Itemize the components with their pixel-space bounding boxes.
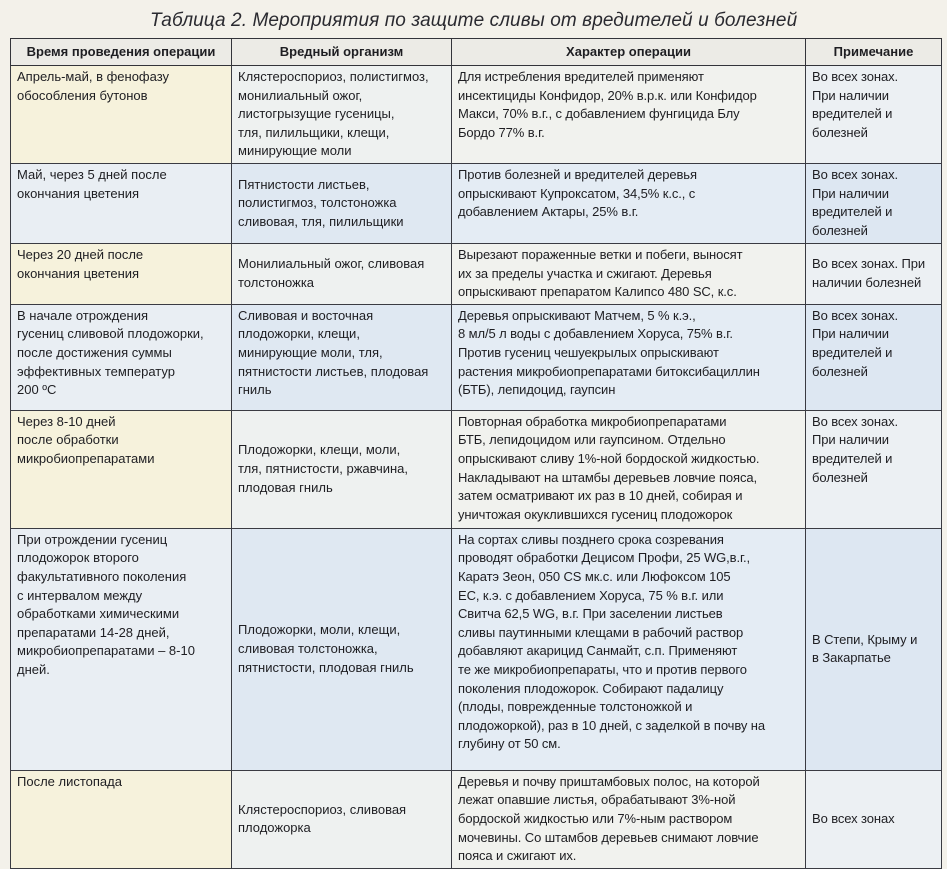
operation-cell xyxy=(452,243,806,304)
time-text-line: плодожорок второго xyxy=(17,550,139,566)
pest-text-line: Пятнистости листьев, xyxy=(238,176,370,192)
operation-text-line: ЕС, к.э. с добавлением Хоруса, 75 % в.г. или xyxy=(458,587,724,603)
protection-table xyxy=(10,38,942,869)
operation-text-line: Каратэ Зеон, 050 CS мк.с. или Люфоксом 105 xyxy=(458,568,731,584)
note-text-line: При наличии xyxy=(812,185,889,201)
time-text-line: с интервалом между xyxy=(17,587,143,603)
operation-text-line: Вырезают пораженные ветки и побеги, выносят xyxy=(458,246,743,262)
operation-text-line: Накладывают на штамбы деревьев ловчие пояса, xyxy=(458,469,758,485)
note-cell xyxy=(806,243,942,304)
operation-text-line: опрыскивают Купроксатом, 34,5% к.с., с xyxy=(458,185,696,201)
note-cell xyxy=(806,66,942,164)
note-text-line: вредителей и xyxy=(812,344,893,360)
note-text-line: болезней xyxy=(812,124,868,140)
time-cell xyxy=(11,410,232,528)
operation-cell xyxy=(452,163,806,243)
operation-text-line: Свитча 62,5 WG, в.г. При заселении листьев xyxy=(458,606,723,622)
time-text-line: обособления бутонов xyxy=(17,87,148,103)
pest-text-line: пятнистости листьев, плодовая xyxy=(238,363,429,379)
header-time: Время проведения операции xyxy=(11,39,232,66)
time-cell xyxy=(11,770,232,868)
pest-text-line: пятнистости, плодовая гниль xyxy=(238,659,414,675)
operation-text-line: лежат опавшие листья, обрабатывают 3%-ной xyxy=(458,792,736,808)
pest-cell xyxy=(232,528,452,770)
pest-text-line: тля, пилильщики, клещи, xyxy=(238,124,390,140)
header-operation: Характер операции xyxy=(452,39,806,66)
time-text-line: При отрождении гусениц xyxy=(17,531,168,547)
time-text-line: после обработки xyxy=(17,432,119,448)
time-cell xyxy=(11,528,232,770)
time-text-line: микробиопрепаратами – 8-10 xyxy=(17,643,195,659)
note-text-line: Во всех зонах. При xyxy=(812,256,926,272)
note-text-line: При наличии xyxy=(812,432,889,448)
operation-text-line: добавлением Актары, 25% в.г. xyxy=(458,204,639,220)
pest-text-line: сливовая толстоножка, xyxy=(238,640,378,656)
operation-text-line: затем осматривают их раз в 10 дней, собирая и xyxy=(458,488,743,504)
operation-text-line: их за пределы участка и сжигают. Деревья xyxy=(458,265,712,281)
pest-cell xyxy=(232,243,452,304)
note-text-line: вредителей и xyxy=(812,106,893,122)
pest-text-line: тля, пятнистости, ржавчина, xyxy=(238,460,409,476)
time-text-line: гусениц сливовой плодожорки, xyxy=(17,326,204,342)
pest-cell xyxy=(232,66,452,164)
header-note: Примечание xyxy=(806,39,942,66)
note-text-line: Во всех зонах. xyxy=(812,413,898,429)
pest-cell xyxy=(232,410,452,528)
time-text-line: В начале отрождения xyxy=(17,307,149,323)
time-text-line: обработками химическими xyxy=(17,606,180,622)
pest-text-line: минирующие моли xyxy=(238,143,352,159)
note-text-line: В Степи, Крыму и xyxy=(812,631,918,647)
pest-cell xyxy=(232,163,452,243)
operation-cell xyxy=(452,66,806,164)
pest-text-line: гниль xyxy=(238,382,272,398)
operation-text-line: Против гусениц чешуекрылых опрыскивают xyxy=(458,344,719,360)
note-text-line: Во всех зонах xyxy=(812,810,895,826)
operation-text-line: растения микробиопрепаратами битоксибациллин xyxy=(458,363,760,379)
pest-text-line: Плодожорки, клещи, моли, xyxy=(238,442,401,458)
time-cell xyxy=(11,163,232,243)
time-text-line: эффективных температур xyxy=(17,363,175,379)
operation-text-line: глубину от 50 см. xyxy=(458,736,561,752)
time-text-line: микробиопрепаратами xyxy=(17,450,155,466)
pest-cell xyxy=(232,304,452,410)
note-cell xyxy=(806,163,942,243)
operation-text-line: Деревья и почву приштамбовых полос, на которой xyxy=(458,773,760,789)
note-text-line: При наличии xyxy=(812,87,889,103)
note-text-line: наличии болезней xyxy=(812,274,922,290)
pest-text-line: минирующие моли, тля, xyxy=(238,344,383,360)
operation-cell xyxy=(452,528,806,770)
note-cell xyxy=(806,410,942,528)
note-text-line: болезней xyxy=(812,469,868,485)
pest-text-line: Монилиальный ожог, сливовая xyxy=(238,256,425,272)
note-cell xyxy=(806,304,942,410)
table-row xyxy=(11,528,942,770)
pest-text-line: полистигмоз, толстоножка xyxy=(238,195,397,211)
note-text-line: вредителей и xyxy=(812,204,893,220)
operation-cell xyxy=(452,410,806,528)
time-text-line: После листопада xyxy=(17,773,122,789)
time-text-line: окончания цветения xyxy=(17,265,140,281)
table-row xyxy=(11,163,942,243)
operation-text-line: плодожоркой), раз в 10 дней, с заделкой в почву на xyxy=(458,717,766,733)
operation-text-line: те же микробиопрепараты, что и против первого xyxy=(458,661,747,677)
note-text-line: Во всех зонах. xyxy=(812,69,898,84)
table-row xyxy=(11,66,942,164)
header-row xyxy=(11,39,942,66)
note-text-line: в Закарпатье xyxy=(812,650,891,666)
operation-text-line: Деревья опрыскивают Матчем, 5 % к.э., xyxy=(458,307,696,323)
note-text-line: болезней xyxy=(812,363,868,379)
operation-text-line: инсектициды Конфидор, 20% в.р.к. или Конфидор xyxy=(458,87,757,103)
pest-text-line: монилиальный ожог, xyxy=(238,87,363,103)
table-row xyxy=(11,304,942,410)
time-text-line: Через 8-10 дней xyxy=(17,413,116,429)
note-text-line: болезней xyxy=(812,222,868,238)
operation-text-line: Бордо 77% в.г. xyxy=(458,124,545,140)
pest-text-line: Плодожорки, моли, клещи, xyxy=(238,622,401,638)
operation-text-line: (плоды, поврежденные толстоножкой и xyxy=(458,699,693,715)
operation-text-line: мочевины. Со штамбов деревьев снимают ловчие xyxy=(458,829,759,845)
table-row xyxy=(11,410,942,528)
table-row xyxy=(11,770,942,868)
operation-text-line: БТБ, лепидоцидом или гаупсином. Отдельно xyxy=(458,432,726,448)
operation-text-line: добавляют акарицид Санмайт, с.п. Применяют xyxy=(458,643,738,659)
pest-text-line: плодожорка xyxy=(238,820,311,836)
pest-text-line: сливовая, тля, пилильщики xyxy=(238,213,404,229)
operation-text-line: На сортах сливы позднего срока созревания xyxy=(458,531,724,547)
note-text-line: Во всех зонах. xyxy=(812,307,898,323)
operation-cell xyxy=(452,770,806,868)
note-text-line: Во всех зонах. xyxy=(812,166,898,182)
time-text-line: Через 20 дней после xyxy=(17,246,144,262)
operation-text-line: опрыскивают препаратом Калипсо 480 SC, к.с. xyxy=(458,284,737,300)
time-text-line: Апрель-май, в фенофазу xyxy=(17,69,170,84)
header-pest: Вредный организм xyxy=(232,39,452,66)
operation-text-line: Повторная обработка микробиопрепаратами xyxy=(458,413,727,429)
operation-text-line: (БТБ), лепидоцид, гаупсин xyxy=(458,382,616,398)
pest-text-line: Клястероспориоз, полистигмоз, xyxy=(238,69,429,84)
table-row xyxy=(11,243,942,304)
pest-cell xyxy=(232,770,452,868)
time-text-line: окончания цветения xyxy=(17,185,140,201)
operation-text-line: 8 мл/5 л воды с добавлением Хоруса, 75% в.г. xyxy=(458,326,733,342)
operation-text-line: Макси, 70% в.г., с добавлением фунгицида Блу xyxy=(458,106,740,122)
pest-text-line: Сливовая и восточная xyxy=(238,307,374,323)
operation-text-line: уничтожая окуклившихся гусениц плодожорок xyxy=(458,506,733,522)
pest-text-line: плодожорки, клещи, xyxy=(238,326,360,342)
time-cell xyxy=(11,243,232,304)
time-text-line: Май, через 5 дней после xyxy=(17,166,167,182)
operation-text-line: проводят обработки Децисом Профи, 25 WG,в.г., xyxy=(458,550,751,566)
operation-text-line: поколения плодожорок. Собирают падалицу xyxy=(458,680,724,696)
operation-text-line: бордоской жидкостью или 7%-ным раствором xyxy=(458,810,733,826)
time-text-line: факультативного поколения xyxy=(17,568,187,584)
operation-text-line: пояса и сжигают их. xyxy=(458,848,577,864)
operation-cell xyxy=(452,304,806,410)
pest-text-line: плодовая гниль xyxy=(238,479,333,495)
operation-text-line: Для истребления вредителей применяют xyxy=(458,69,704,84)
pest-text-line: Клястероспориоз, сливовая xyxy=(238,801,407,817)
operation-text-line: Против болезней и вредителей деревья xyxy=(458,166,697,182)
time-text-line: дней. xyxy=(17,661,50,677)
time-cell xyxy=(11,304,232,410)
operation-text-line: сливы паутинными клещами в рабочий раствор xyxy=(458,624,744,640)
note-cell xyxy=(806,770,942,868)
operation-text-line: опрыскивают сливу 1%-ной бордоской жидкостью. xyxy=(458,450,760,466)
time-text-line: 200 ºС xyxy=(17,382,57,398)
time-text-line: препаратами 14-28 дней, xyxy=(17,624,170,640)
pest-text-line: толстоножка xyxy=(238,274,315,290)
time-cell xyxy=(11,66,232,164)
note-cell xyxy=(806,528,942,770)
time-text-line: после достижения суммы xyxy=(17,344,172,360)
note-text-line: вредителей и xyxy=(812,450,893,466)
pest-text-line: листогрызущие гусеницы, xyxy=(238,106,395,122)
note-text-line: При наличии xyxy=(812,326,889,342)
table-title: Таблица 2. Мероприятия по защите сливы от вредителей и болезней xyxy=(150,10,798,31)
